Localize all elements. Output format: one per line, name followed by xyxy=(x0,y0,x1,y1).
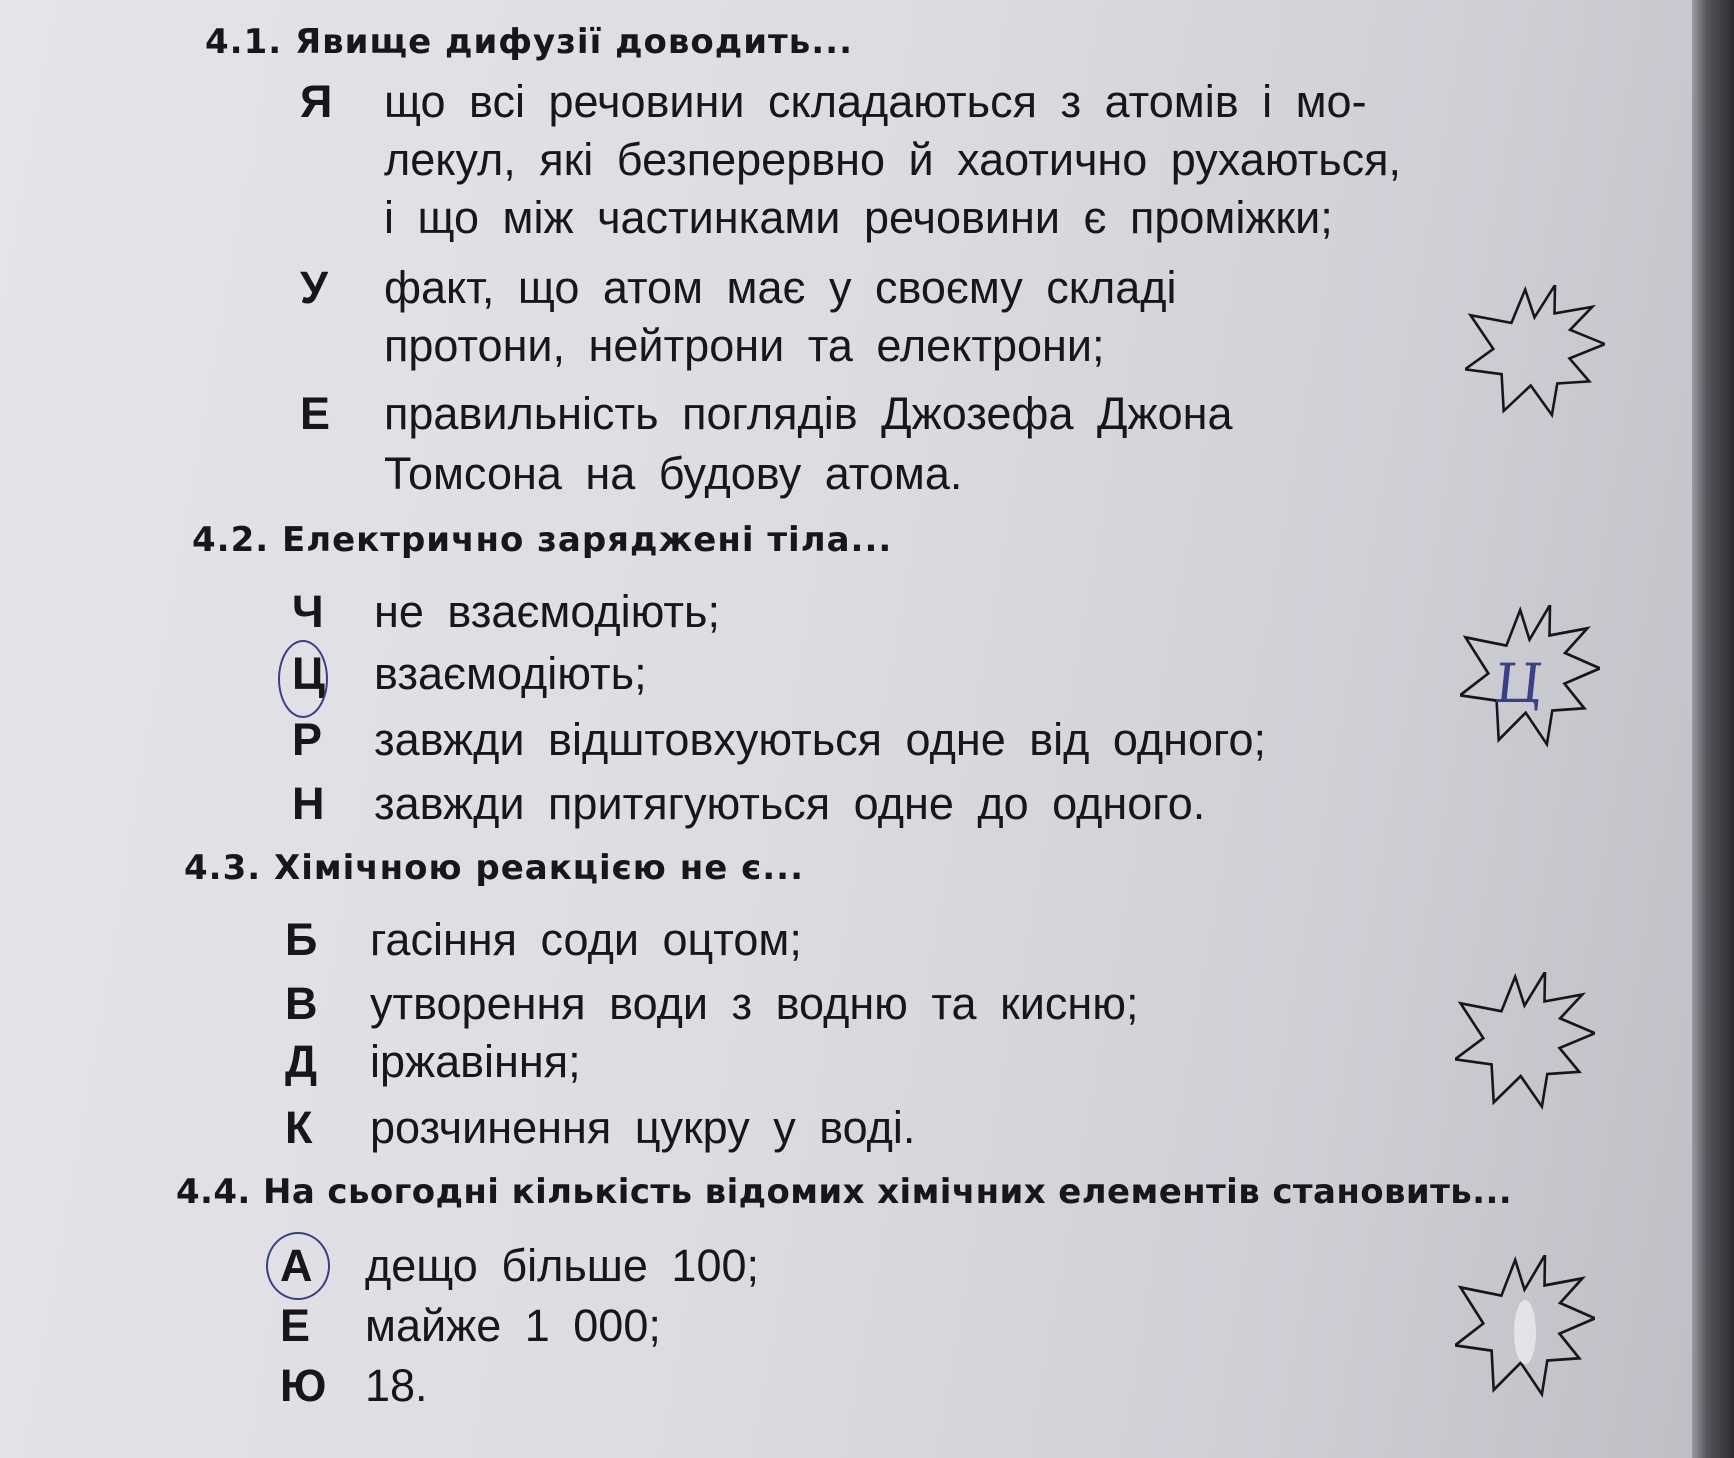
answer-star-4[interactable] xyxy=(1455,1255,1595,1405)
option-letter: К xyxy=(285,1102,313,1153)
book-spine xyxy=(1692,0,1734,1458)
option-text-line: завжди відштовхуються одне від одного; xyxy=(374,714,1267,765)
option-letter: Б xyxy=(285,914,318,965)
option-letter: Ч xyxy=(292,586,324,637)
option-letter: Р xyxy=(292,714,323,765)
option-letter: Я xyxy=(300,76,333,127)
option-text-line: Томсона на будову атома. xyxy=(384,448,963,499)
answer-star-1[interactable] xyxy=(1465,285,1605,425)
handwritten-answer: Ц xyxy=(1491,652,1546,715)
option-text-line: і що між частинками речовини є проміжки; xyxy=(384,192,1333,243)
option-text-line: не взаємодіють; xyxy=(374,586,720,637)
question-title: 4.2. Електрично заряджені тіла... xyxy=(192,520,893,560)
option-letter: Е xyxy=(280,1300,311,1351)
option-text-line: утворення води з водню та кисню; xyxy=(370,978,1139,1029)
option-letter: Е xyxy=(300,388,331,439)
option-text-line: іржавіння; xyxy=(370,1036,581,1087)
option-text-line: що всі речовини складаються з атомів і мо- xyxy=(384,76,1367,127)
option-text-line: дещо більше 100; xyxy=(365,1240,760,1291)
option-text-line: взаємодіють; xyxy=(374,648,647,699)
option-text-line: гасіння соди оцтом; xyxy=(370,914,802,965)
option-text-line: лекул, які безперервно й хаотично рухаються, xyxy=(384,134,1402,185)
option-text-line: 18. xyxy=(365,1360,428,1411)
option-letter: Н xyxy=(292,778,325,829)
option-text-line: протони, нейтрони та електрони; xyxy=(384,320,1105,371)
question-title: 4.4. На сьогодні кількість відомих хімічних елементів становить... xyxy=(176,1172,1513,1212)
option-text-line: завжди притягуються одне до одного. xyxy=(374,778,1206,829)
question-title: 4.3. Хімічною реакцією не є... xyxy=(184,848,804,888)
option-text-line: правильність поглядів Джозефа Джона xyxy=(384,388,1233,439)
option-letter: Ц xyxy=(292,648,325,699)
question-title: 4.1. Явище дифузії доводить... xyxy=(205,22,853,62)
option-letter: Д xyxy=(285,1036,318,1087)
option-letter: У xyxy=(300,262,328,313)
option-text-line: розчинення цукру у воді. xyxy=(370,1102,916,1153)
option-letter: Ю xyxy=(280,1360,327,1411)
answer-star-3[interactable] xyxy=(1455,972,1595,1117)
option-letter: А xyxy=(280,1240,313,1291)
option-letter: В xyxy=(285,978,318,1029)
option-text-line: факт, що атом має у своєму складі xyxy=(384,262,1177,313)
option-text-line: майже 1 000; xyxy=(365,1300,661,1351)
